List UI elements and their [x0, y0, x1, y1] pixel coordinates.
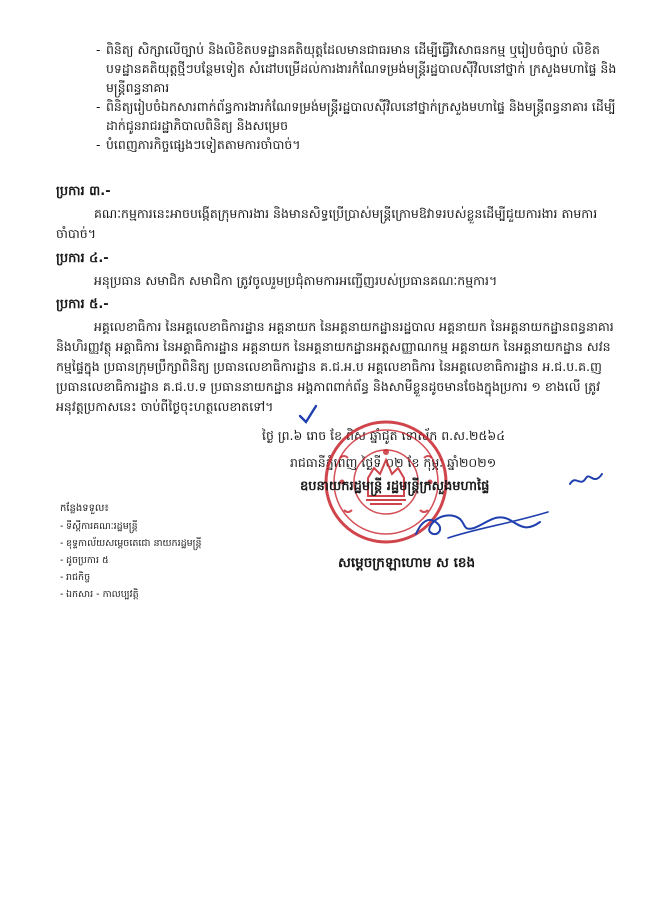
handwritten-signature [408, 498, 558, 548]
initials-mark [568, 466, 608, 494]
article-4-text: អនុប្រធាន សមាជិក សមាជិកា ត្រូវចូលរួមប្រជុំតាមការអញ្ជើញរបស់ប្រធានគណៈកម្មការ។ [94, 273, 498, 288]
article-5-text: អគ្គលេខាធិការ នៃអគ្គលេខាធិការដ្ឋាន អគ្គនាយក នៃអគ្គនាយកដ្ឋានរដ្ឋបាល អគ្គនាយក នៃអគ្គនាយកដ្ឋានពន្ធនាគារ និងហិរញ្ញវត្ថុ អគ្គាធិការ នៃអគ្គាធិការដ្ឋាន អគ្គនាយក នៃអគ្គនាយកដ្ឋានអត្តសញ្ញាណកម្ម អគ្គនាយក នៃអគ្គនាយកដ្ឋាន សវនកម្មផ្ទៃក្នុង ប្រធានក្រុមប្រឹក្សាពិនិត្យ ប្រធានលេខាធិការដ្ឋាន គ.ជ.អ.ប អគ្គលេខាធិការ នៃអគ្គលេខាធិការដ្ឋាន អ.ជ.ប.គ.ញ ប្រធានលេខាធិការដ្ឋាន គ.ជ.ប.ទ ប្រធាននាយកដ្ឋាន អង្គភាពពាក់ព័ន្ធ និងសាមីខ្លួនដូចមានចែងក្នុងប្រការ ១ ខាងលើ ត្រូវអនុវត្តប្រកាសនេះ ចាប់ពីថ្ងៃចុះហត្ថលេខាតទៅ។ [56, 319, 614, 414]
article-5-heading: ប្រការ ៥.- [56, 297, 109, 312]
article-3-heading: ប្រការ ៣.- [56, 184, 111, 199]
article-4-heading: ប្រការ ៤.- [56, 251, 109, 266]
recipients-list [60, 500, 202, 603]
solar-date: រាជធានីភ្នំពេញ ថ្ងៃទី ០២ ខែ កុម្ភៈ ឆ្នាំ២០២១ [290, 455, 497, 470]
recipient-item: - ដូចប្រការ ៥ [60, 552, 202, 569]
date-check-mark [298, 404, 318, 426]
duty-item: - ពិនិត្យរៀបចំឯកសារពាក់ព័ន្ធការងារកំណែទម្រង់មន្ត្រីរដ្ឋបាលស៊ីវិលនៅថ្នាក់ក្រសួងមហាផ្ទៃ និងមន្ត្រីពន្ធនាគារ ដើម្បីដាក់ជូនរាជរដ្ឋាភិបាលពិនិត្យ និងសម្រេច [96, 97, 626, 135]
signatory-title: ឧបនាយករដ្ឋមន្ត្រី រដ្ឋមន្ត្រីក្រសួងមហាផ្ទៃ [300, 479, 490, 494]
recipient-item: - ទីស្តីការគណៈរដ្ឋមន្ត្រី [60, 518, 202, 535]
recipients-title: កន្លែងទទួល៖ [60, 503, 109, 514]
duty-item: - បំពេញភារកិច្ចផ្សេងៗទៀតតាមការចាំបាច់។ [96, 135, 626, 154]
signatory-name: សម្តេចក្រឡាហោម ស ខេង [338, 555, 476, 571]
recipient-item: - ខុទ្ទកាល័យសម្តេចតេជោ នាយករដ្ឋមន្ត្រី [60, 535, 202, 552]
recipient-item: - ឯកសារ - កាលប្បវត្តិ [60, 586, 202, 603]
article-3-text: គណៈកម្មការនេះអាចបង្កើតក្រុមការងារ និងមានសិទ្ធប្រើប្រាស់មន្ត្រីក្រោមឱវាទរបស់ខ្លួនដើម្បីជួយការងារ តាមការចាំបាច់។ [56, 206, 598, 241]
duty-item: - ពិនិត្យ សិក្សាលើច្បាប់ និងលិខិតបទដ្ឋានគតិយុត្តដែលមានជាធរមាន ដើម្បីធ្វើវិសោធនកម្ម ឬរៀបចំច្បាប់ លិខិតបទដ្ឋានគតិយុត្តថ្មីៗបន្ថែមទៀត សំដៅបម្រើដល់ការងារកំណែទម្រង់មន្ត្រីរដ្ឋបាលស៊ីវិលនៅថ្នាក់ ក្រសួងមហាផ្ទៃ និងមន្ត្រីពន្ធនាគារ [96, 40, 626, 97]
duty-bullet-list [96, 40, 626, 154]
recipient-item: - រាជកិច្ច [60, 569, 202, 586]
lunar-date: ថ្ងៃ ព្រ.៦ រោច ខែ ពិស ឆ្នាំជូត ទោស័ក ព.ស.២៥៦៤ [262, 428, 506, 443]
